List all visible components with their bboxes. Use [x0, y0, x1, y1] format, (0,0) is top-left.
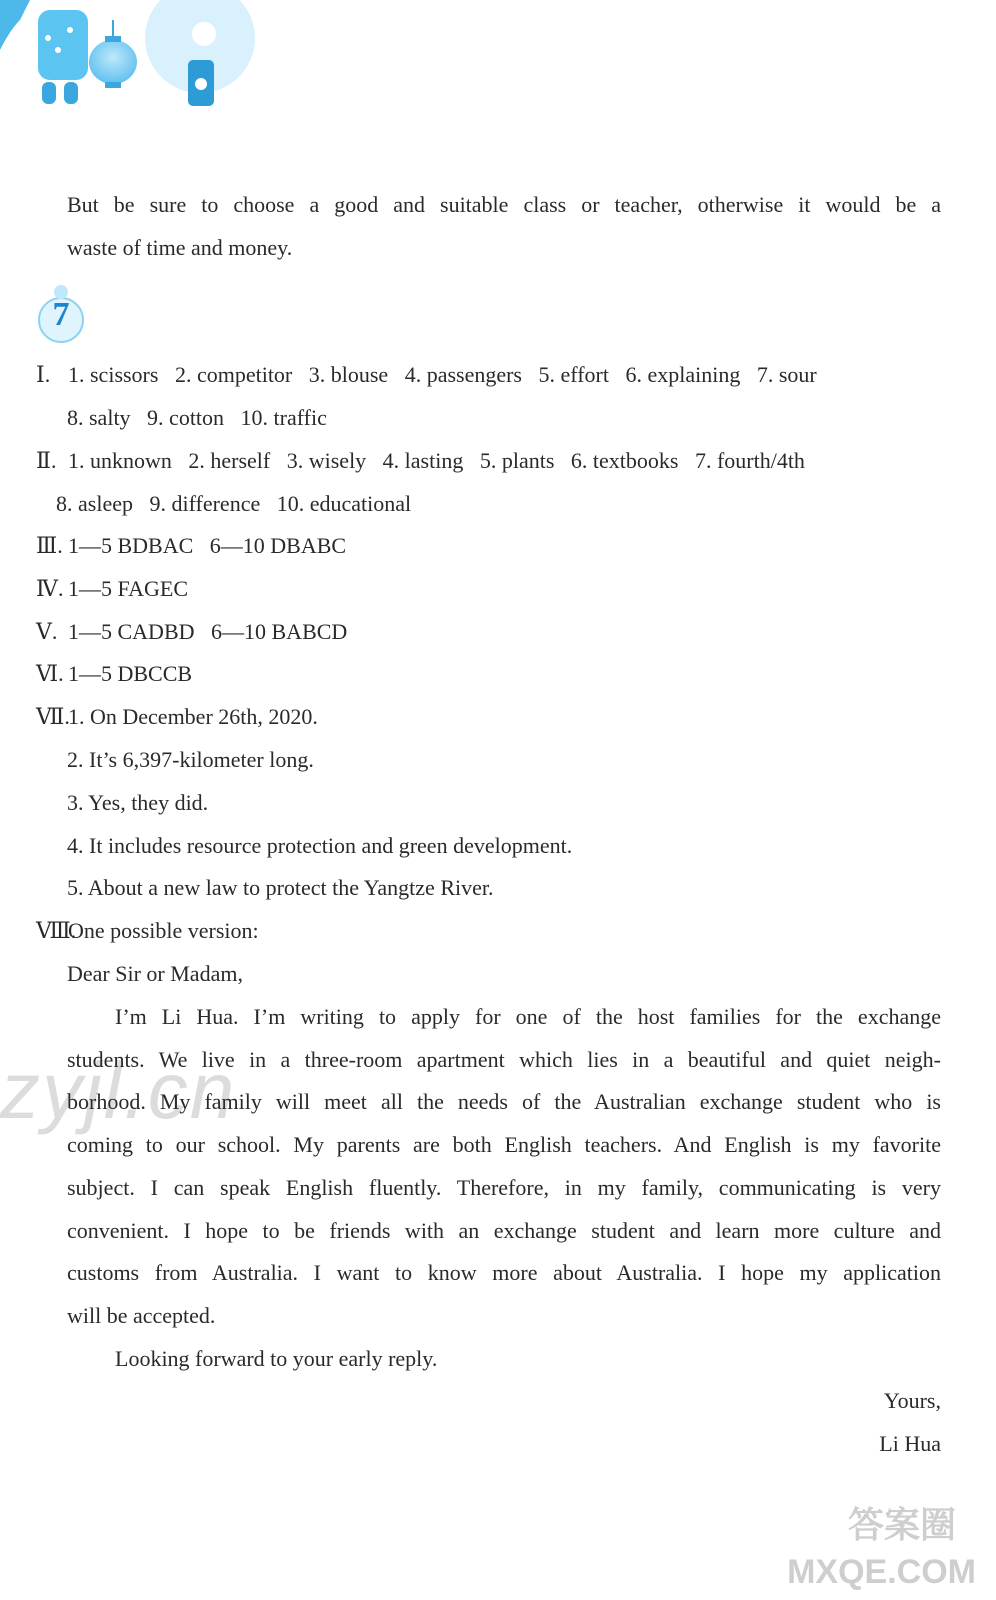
letter-body-line: customs from Australia. I want to know more about Australia. I hope my application: [67, 1260, 941, 1285]
answer-line: [56, 489, 411, 519]
letter-body-line: borhood. My family will meet all the needs of the Australian exchange student who is: [67, 1089, 941, 1114]
intro-line-1: But be sure to choose a good and suitable class or teacher, otherwise it would be a: [67, 192, 941, 217]
answer-line: [67, 788, 208, 818]
answer-line: [36, 702, 318, 732]
answer-line: [67, 403, 327, 433]
answer-line: [36, 916, 259, 946]
roman-numeral: Ⅴ.: [36, 619, 58, 644]
header-illustration: [0, 0, 280, 120]
answer-text: 3. Yes, they did.: [67, 790, 209, 815]
letter-body-line: I’m Li Hua. I’m writing to apply for one of the host families for the exchange: [115, 1004, 941, 1029]
answer-line: [67, 745, 314, 775]
letter-body-line: will be accepted.: [67, 1303, 216, 1328]
roman-numeral: Ⅶ.: [36, 704, 70, 729]
answer-line: [36, 531, 346, 561]
answer-text: 1—5 DBCCB: [68, 661, 193, 686]
answer-text: 1—5 BDBAC 6—10 DBABC: [68, 533, 347, 558]
roman-numeral: Ⅰ.: [36, 362, 51, 387]
letter-body-line: subject. I can speak English fluently. Therefore, in my family, communicating is very: [67, 1175, 941, 1200]
answer-text: 4. It includes resource protection and green development.: [67, 833, 573, 858]
answer-line: [36, 446, 805, 476]
roman-numeral: Ⅲ.: [36, 533, 63, 558]
answer-text: 1. On December 26th, 2020.: [68, 704, 318, 729]
answer-text: 1. unknown 2. herself 3. wisely 4. lasting 5. plants 6. textbooks 7. fourth/4th: [68, 448, 805, 473]
answer-line: [67, 873, 493, 903]
answer-text: 1. scissors 2. competitor 3. blouse 4. passengers 5. effort 6. explaining 7. sour: [68, 362, 817, 387]
letter-signoff: Yours,: [883, 1388, 941, 1413]
watermark-corner-top: 答案圈: [847, 1504, 956, 1545]
roman-numeral: Ⅷ.: [36, 918, 77, 943]
answer-line: [67, 831, 572, 861]
letter-body-line: students. We live in a three-room apartment which lies in a beautiful and quiet neigh-: [67, 1047, 941, 1072]
roman-numeral: Ⅳ.: [36, 576, 64, 601]
watermark-corner-bottom: MXQE.COM: [787, 1553, 976, 1591]
section-number: 7: [52, 296, 70, 333]
letter-body-line: convenient. I hope to be friends with an exchange student and learn more culture and: [67, 1218, 941, 1243]
answer-text: 1—5 CADBD 6—10 BABCD: [68, 619, 348, 644]
letter-signature: Li Hua: [879, 1431, 941, 1456]
answer-text: 1—5 FAGEC: [68, 576, 188, 601]
letter-closing-line: Looking forward to your early reply.: [115, 1346, 438, 1371]
answer-text: 8. salty 9. cotton 10. traffic: [67, 405, 327, 430]
intro-line-2: waste of time and money.: [67, 235, 293, 260]
answer-line: [36, 574, 188, 604]
answer-text: 2. It’s 6,397-kilometer long.: [67, 747, 314, 772]
letter-body-line: coming to our school. My parents are both English teachers. And English is my favorite: [67, 1132, 941, 1157]
letter-greeting: Dear Sir or Madam,: [67, 961, 243, 986]
answer-text: 5. About a new law to protect the Yangtze River.: [67, 875, 494, 900]
answer-line: [36, 360, 817, 390]
roman-numeral: Ⅵ.: [36, 661, 64, 686]
answer-text: One possible version:: [68, 918, 259, 943]
section-badge: [36, 282, 86, 342]
answer-line: [36, 659, 192, 689]
roman-numeral: Ⅱ.: [36, 448, 57, 473]
answer-line: [36, 617, 347, 647]
watermark-site: zyjl.cn: [0, 1046, 237, 1135]
answer-text: 8. asleep 9. difference 10. educational: [56, 491, 412, 516]
